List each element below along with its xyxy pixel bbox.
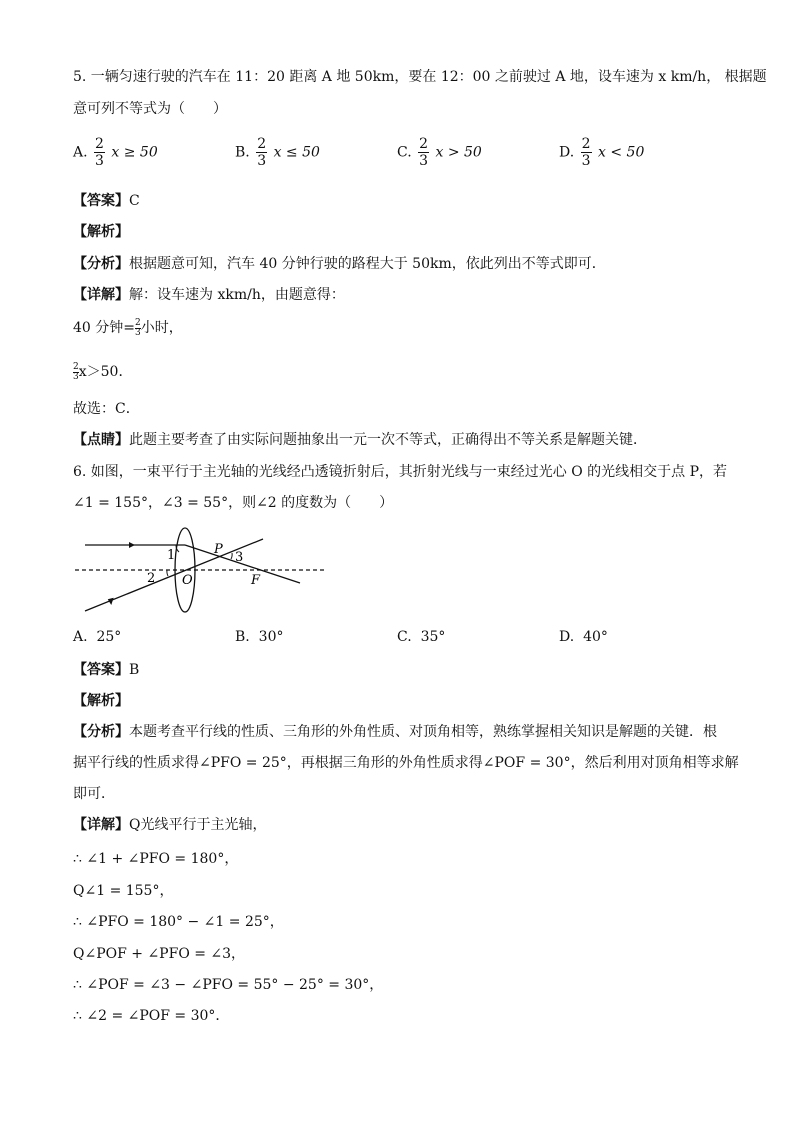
label-p: P (214, 542, 223, 557)
option-label: C. (397, 629, 412, 645)
fenxi-tag: 【分析】 (73, 256, 129, 272)
option-text: 25° (96, 629, 122, 645)
q5-fenxi (73, 254, 606, 274)
q6-fenxi-line3: 即可． (73, 786, 115, 802)
q5-choose: 故选：C． (73, 401, 140, 417)
q6-step: ∴ ∠1 + ∠PFO = 180°， (73, 851, 239, 867)
label-3: 3 (235, 550, 244, 565)
q5-analysis-tag: 【解析】 (73, 224, 129, 240)
answer-value: B (129, 662, 140, 678)
option-fraction: $\frac{2}{3}$ (581, 136, 591, 169)
fenxi-tag: 【分析】 (73, 724, 129, 740)
q5-xiangjie (73, 285, 345, 305)
q6-fenxi-line1 (73, 722, 717, 742)
xiangjie-tag: 【详解】 (73, 817, 129, 833)
q6-option-c[interactable] (397, 629, 445, 645)
option-fraction: $\frac{2}{3}$ (95, 136, 104, 169)
option-label: B. (235, 629, 250, 645)
option-fraction: $\frac{2}{3}$ (419, 136, 429, 169)
q6-option-a[interactable] (73, 629, 121, 645)
lens-figure (73, 525, 333, 617)
q6-fenxi-line2: 据平行线的性质求得∠PFO = 25°，再根据三角形的外角性质求得∠POF = 30°，然后利用对顶角相等求解 (73, 755, 739, 771)
q5-option-d[interactable] (559, 136, 644, 169)
option-expression: x ≤ 50 (273, 144, 320, 161)
option-expression: x ≥ 50 (111, 144, 158, 161)
option-expression: x > 50 (435, 144, 482, 161)
q5-step1 (73, 318, 183, 338)
q6-step: ∴ ∠PFO = 180° − ∠1 = 25°， (73, 914, 284, 930)
q6-stem-line1: 6. 如图，一束平行于主光轴的光线经凸透镜折射后，其折射光线与一束经过光心 O 的光线相交于点 P，若 (73, 464, 728, 480)
xiangjie-text: 解：设车速为 xkm/h，由题意得： (129, 287, 345, 303)
option-text: 30° (258, 629, 284, 645)
option-label: B. (235, 144, 250, 161)
q6-option-b[interactable] (235, 629, 283, 645)
q5-step2 (73, 362, 132, 382)
option-fraction: $\frac{2}{3}$ (257, 136, 267, 169)
option-label: D. (559, 144, 575, 161)
step-fraction: $\frac{2}{3}$ (73, 361, 79, 382)
step-text: x＞50． (78, 364, 133, 380)
q6-stem-line2: ∠1 = 155°，∠3 = 55°，则∠2 的度数为（ ） (73, 495, 394, 511)
q5-option-c[interactable] (397, 136, 482, 169)
option-label: A. (73, 629, 88, 645)
fenxi-text: 本题考查平行线的性质、三角形的外角性质、对顶角相等，熟练掌握相关知识是解题的关键．根 (129, 724, 717, 740)
option-expression: x < 50 (598, 144, 645, 161)
option-text: 35° (420, 629, 446, 645)
q5-option-b[interactable] (235, 136, 320, 169)
angle-3-arc (231, 553, 232, 559)
q5-stem-line1: 5. 一辆匀速行驶的汽车在 11：20 距离 A 地 50km，要在 12：00 之前驶过 A 地，设车速为 x km/h， 根据题 (73, 69, 767, 85)
q6-step: Q∠1 = 155°， (73, 883, 174, 899)
parallel-ray-arrow-icon (129, 542, 135, 548)
label-o: O (182, 573, 193, 588)
q6-analysis-tag: 【解析】 (73, 693, 129, 709)
step-fraction: $\frac{2}{3}$ (135, 317, 141, 338)
step-text: 40 分钟= (73, 320, 135, 336)
label-2: 2 (147, 571, 156, 586)
dianjing-text: 此题主要考查了由实际问题抽象出一元一次不等式，正确得出不等关系是解题关键． (129, 432, 647, 448)
q5-answer (73, 191, 140, 211)
q5-stem-line2: 意可列不等式为（ ） (73, 101, 227, 117)
xiangjie-tag: 【详解】 (73, 287, 129, 303)
q6-step: ∴ ∠POF = ∠3 − ∠PFO = 55° − 25° = 30°， (73, 977, 384, 993)
q6-step: Q∠POF + ∠PFO = ∠3， (73, 946, 246, 962)
fenxi-text: 根据题意可知，汽车 40 分钟行驶的路程大于 50km，依此列出不等式即可． (129, 256, 606, 272)
q5-dianjing (73, 430, 647, 450)
q6-xiangjie (73, 815, 266, 835)
answer-value: C (129, 193, 140, 209)
answer-tag: 【答案】 (73, 193, 129, 209)
label-f: F (251, 573, 261, 588)
option-label: D. (559, 629, 575, 645)
option-label: C. (397, 144, 412, 161)
q6-option-d[interactable] (559, 629, 608, 645)
label-1: 1 (167, 548, 176, 563)
dianjing-tag: 【点睛】 (73, 432, 129, 448)
answer-tag: 【答案】 (73, 662, 129, 678)
angle-2-arc (167, 570, 168, 576)
q6-step: ∴ ∠2 = ∠POF = 30°． (73, 1008, 230, 1024)
option-text: 40° (583, 629, 608, 645)
step-text: 小时， (140, 320, 183, 336)
option-label: A. (73, 144, 88, 161)
q6-answer (73, 660, 139, 680)
xiangjie-text: Q光线平行于主光轴， (129, 817, 267, 833)
q5-option-a[interactable] (73, 136, 158, 169)
